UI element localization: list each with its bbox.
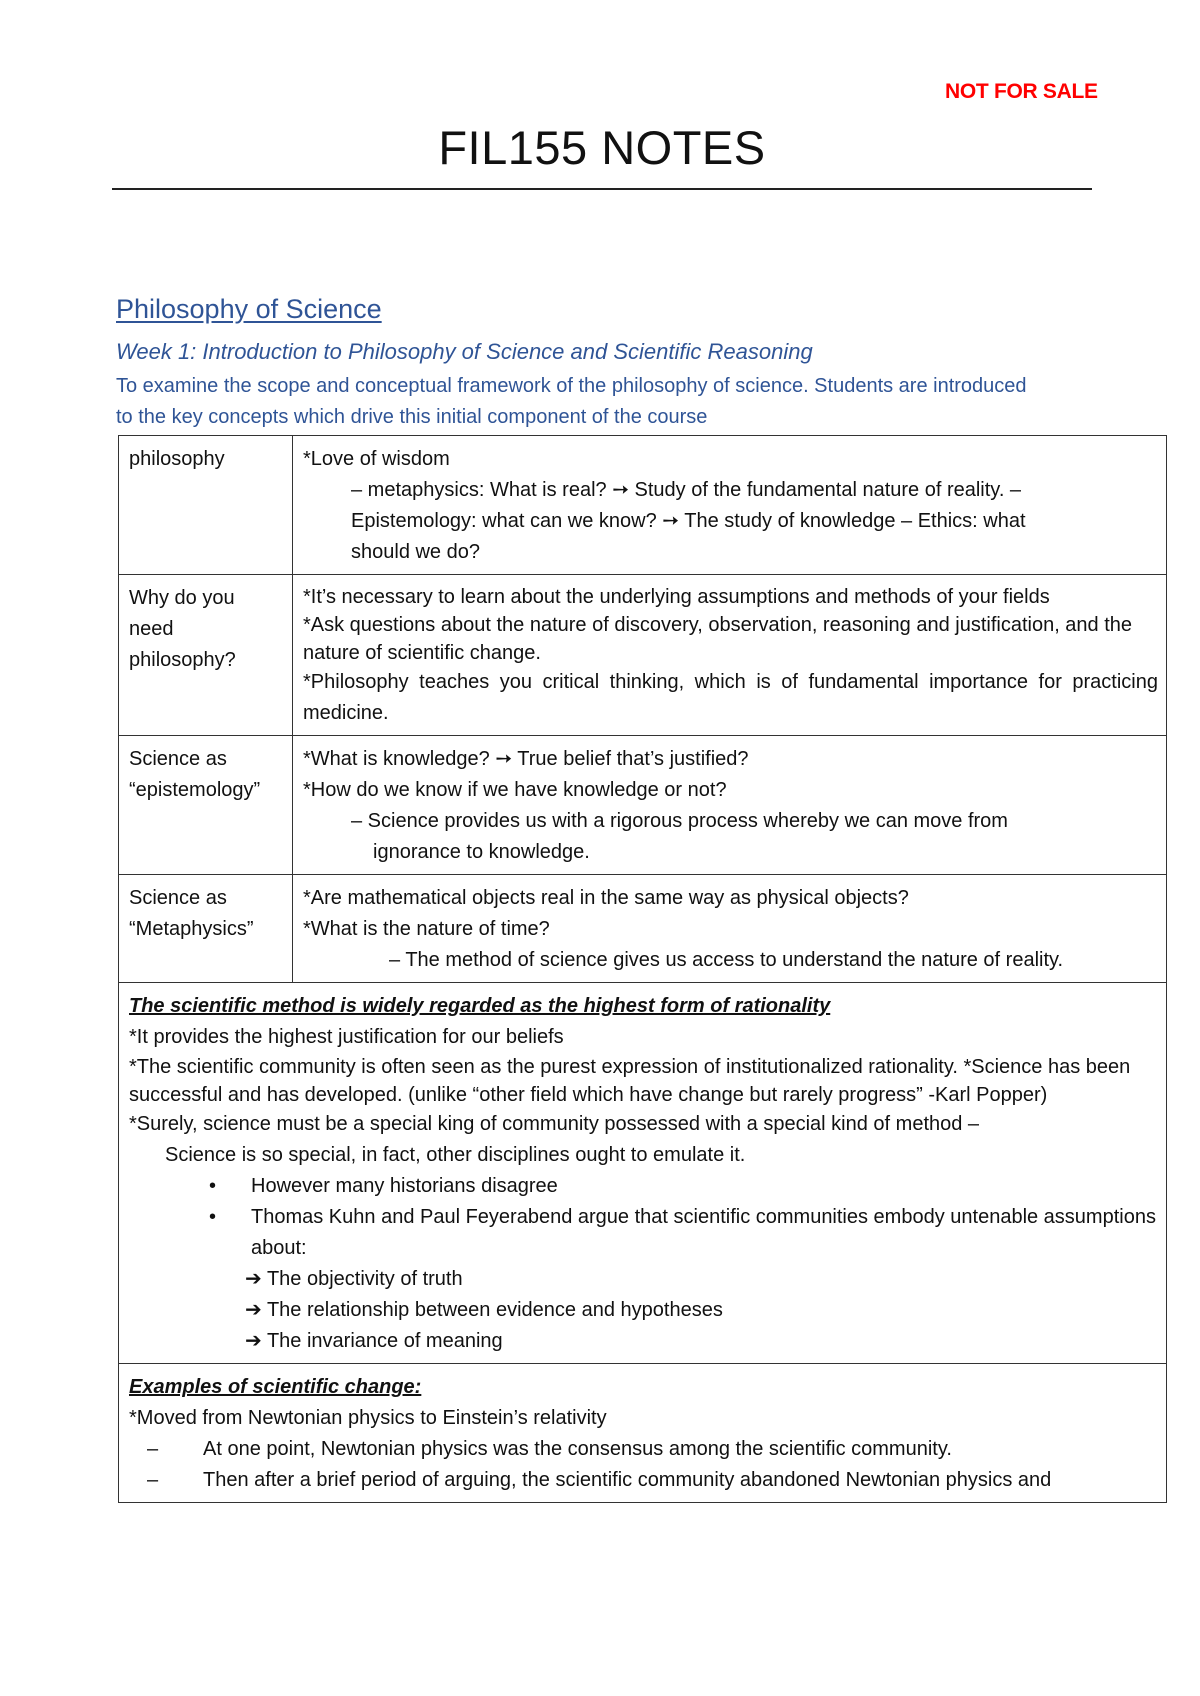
definition-cell (293, 875, 1167, 983)
table-row (119, 983, 1167, 1364)
definition-line: *Are mathematical objects real in the same way as physical objects? (303, 887, 909, 909)
rationality-line: Science is so special, in fact, other disciplines ought to emulate it. (165, 1144, 746, 1166)
list-item (129, 1465, 1158, 1496)
bullet-text: However many historians disagree (251, 1175, 558, 1197)
table-row (119, 875, 1167, 983)
definition-cell (293, 436, 1167, 575)
dash-icon: – (147, 1438, 159, 1460)
dash-icon: – (147, 1469, 159, 1491)
definition-cell (293, 736, 1167, 875)
dash-text: At one point, Newtonian physics was the consensus among the scientific community. (203, 1438, 952, 1460)
definition-line: *What is knowledge? ➙ True belief that’s justified? (303, 748, 749, 770)
table-row (119, 575, 1167, 736)
arrow-item: ➔ The invariance of meaning (245, 1330, 503, 1352)
rationality-line: *Surely, science must be a special king of community possessed with a special kind of method – (129, 1113, 980, 1135)
definition-line: *Love of wisdom (303, 448, 450, 470)
definition-line: *How do we know if we have knowledge or not? (303, 779, 727, 801)
definition-line: *Philosophy teaches you critical thinking, which is of fundamental importance for practicing medicine. (303, 671, 1158, 724)
dash-text: Then after a brief period of arguing, the scientific community abandoned Newtonian physics and (203, 1469, 1052, 1491)
table-row (119, 736, 1167, 875)
list-item (129, 1171, 1158, 1202)
list-item (129, 1202, 1158, 1264)
bullet-text: Thomas Kuhn and Paul Feyerabend argue that scientific communities embody untenable assumptions about: (251, 1206, 1156, 1259)
definition-line: – Science provides us with a rigorous process whereby we can move from (351, 810, 1008, 832)
intro-paragraph: To examine the scope and conceptual framework of the philosophy of science. Students are introduced to the key concepts which drive this initial component of the course (116, 375, 1027, 428)
rationality-line: *The scientific community is often seen as the purest expression of institutionalized rationality. *Science has been successful and has developed. (unlike “other field which have change but rarely progress” -Karl Popper) (129, 1056, 1131, 1106)
notes-table (118, 435, 1167, 1503)
rationality-line: *It provides the highest justification for our beliefs (129, 1026, 564, 1048)
title-divider (112, 188, 1092, 190)
arrow-item: ➔ The objectivity of truth (245, 1268, 463, 1290)
examples-cell (119, 1364, 1167, 1503)
definition-line: should we do? (351, 541, 480, 563)
bullet-icon: • (209, 1206, 217, 1228)
week-heading: Week 1: Introduction to Philosophy of Science and Scientific Reasoning (116, 339, 813, 364)
rationality-cell (119, 983, 1167, 1364)
definition-cell (293, 575, 1167, 736)
term-cell: Science as “epistemology” (119, 736, 293, 875)
examples-heading: Examples of scientific change: (129, 1376, 422, 1398)
definition-line: Epistemology: what can we know? ➙ The study of knowledge – Ethics: what (351, 510, 1026, 532)
definition-line: *It’s necessary to learn about the underlying assumptions and methods of your fields (303, 586, 1050, 608)
definition-line: *What is the nature of time? (303, 918, 550, 940)
section-heading: Philosophy of Science (116, 294, 382, 324)
term-cell: Science as “Metaphysics” (119, 875, 293, 983)
definition-line: – metaphysics: What is real? ➙ Study of the fundamental nature of reality. – (351, 479, 1022, 501)
examples-line: *Moved from Newtonian physics to Einstein’s relativity (129, 1407, 607, 1429)
definition-line: ignorance to knowledge. (373, 841, 590, 863)
definition-line: – The method of science gives us access to understand the nature of reality. (389, 949, 1064, 971)
rationality-heading: The scientific method is widely regarded as the highest form of rationality (129, 995, 831, 1017)
definition-line: *Ask questions about the nature of discovery, observation, reasoning and justification, and the nature of scientific change. (303, 614, 1133, 664)
not-for-sale-watermark: NOT FOR SALE (945, 80, 1098, 103)
arrow-item: ➔ The relationship between evidence and hypotheses (245, 1299, 723, 1321)
term-cell: philosophy (119, 436, 293, 575)
bullet-icon: • (209, 1175, 217, 1197)
term-cell: Why do you need philosophy? (119, 575, 293, 736)
table-row (119, 436, 1167, 575)
document-title: FIL155 NOTES (438, 121, 766, 174)
list-item (129, 1434, 1158, 1465)
table-row (119, 1364, 1167, 1503)
